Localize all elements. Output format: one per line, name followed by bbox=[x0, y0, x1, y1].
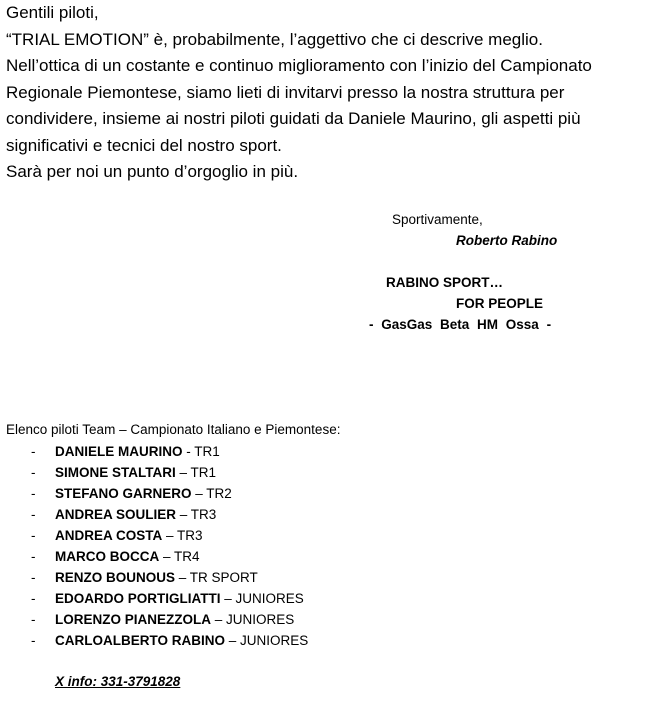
pilot-entry bbox=[55, 443, 220, 460]
pilot-name: CARLOALBERTO RABINO bbox=[55, 633, 225, 648]
letter-line: “TRIAL EMOTION” è, probabilmente, l’aggettivo che ci descrive meglio. bbox=[6, 29, 543, 49]
contact-info: X info: 331-3791828 bbox=[55, 674, 181, 689]
pilot-entry bbox=[55, 548, 200, 565]
list-bullet: - bbox=[31, 549, 36, 564]
letter-line: condividere, insieme ai nostri piloti guidati da Daniele Maurino, gli aspetti più bbox=[6, 109, 581, 128]
pilot-name: EDOARDO PORTIGLIATTI bbox=[55, 591, 221, 606]
list-bullet: - bbox=[31, 486, 36, 501]
signer-name: Roberto Rabino bbox=[456, 233, 558, 248]
letter-line: Regionale Piemontese, siamo lieti di invitarvi presso la nostra struttura per bbox=[6, 82, 565, 102]
pilot-category: – JUNIORES bbox=[220, 591, 304, 606]
pilot-entry bbox=[55, 569, 258, 586]
letter-line: Sarà per noi un punto d’orgoglio in più. bbox=[6, 162, 299, 181]
pilot-category: – JUNIORES bbox=[211, 612, 295, 627]
pilot-name: SIMONE STALTARI bbox=[55, 465, 176, 480]
list-bullet: - bbox=[31, 528, 36, 543]
pilot-entry bbox=[55, 611, 294, 628]
list-bullet: - bbox=[31, 591, 36, 606]
pilot-entry bbox=[55, 590, 304, 607]
pilot-entry bbox=[55, 464, 216, 481]
list-bullet: - bbox=[31, 444, 36, 459]
pilot-name: ANDREA COSTA bbox=[55, 528, 163, 543]
pilot-category: – TR3 bbox=[176, 507, 217, 522]
salutation: Gentili piloti, bbox=[6, 3, 99, 22]
pilot-category: - TR1 bbox=[182, 444, 220, 459]
brand-tagline: FOR PEOPLE bbox=[456, 296, 544, 311]
pilot-category: – TR4 bbox=[159, 549, 200, 564]
pilot-entry bbox=[55, 632, 308, 649]
closing-greeting: Sportivamente, bbox=[392, 212, 483, 227]
pilot-category: – TR1 bbox=[175, 465, 217, 480]
pilot-name: LORENZO PIANEZZOLA bbox=[55, 612, 211, 627]
letter-body bbox=[6, 0, 656, 186]
pilot-entry bbox=[55, 485, 232, 502]
pilot-category: – TR2 bbox=[191, 486, 232, 501]
letter-line: significativi e tecnici del nostro sport. bbox=[6, 135, 282, 155]
pilot-category: – JUNIORES bbox=[225, 633, 309, 648]
pilot-name: MARCO BOCCA bbox=[55, 549, 160, 564]
list-bullet: - bbox=[31, 633, 36, 648]
pilot-name: ANDREA SOULIER bbox=[55, 507, 177, 522]
pilot-category: – TR SPORT bbox=[175, 570, 258, 585]
list-bullet: - bbox=[31, 507, 36, 522]
pilot-name: DANIELE MAURINO bbox=[55, 444, 183, 459]
pilot-category: – TR3 bbox=[162, 528, 203, 543]
pilot-entry bbox=[55, 527, 203, 544]
list-bullet: - bbox=[31, 570, 36, 585]
pilot-name: RENZO BOUNOUS bbox=[55, 570, 176, 585]
brand-list: - GasGas Beta HM Ossa - bbox=[369, 317, 552, 332]
list-bullet: - bbox=[31, 612, 36, 627]
pilot-name: STEFANO GARNERO bbox=[55, 486, 192, 501]
pilot-entry bbox=[55, 506, 216, 523]
letter-line: Nell’ottica di un costante e continuo miglioramento con l’inizio del Campionato bbox=[6, 56, 592, 75]
brand-title: RABINO SPORT… bbox=[386, 275, 504, 290]
list-bullet: - bbox=[31, 465, 36, 480]
pilot-list-heading: Elenco piloti Team – Campionato Italiano e Piemontese: bbox=[6, 422, 341, 437]
